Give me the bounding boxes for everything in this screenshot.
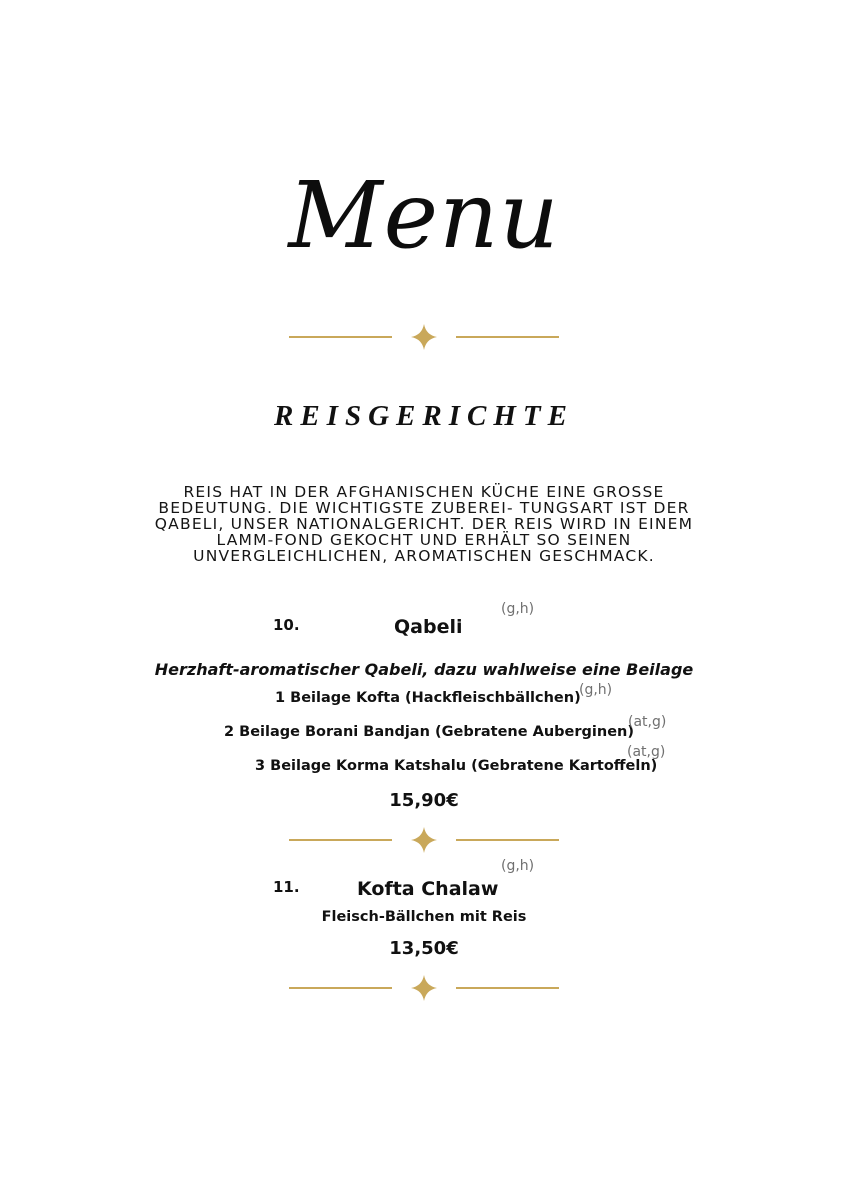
option-label: 1 Beilage Kofta (Hackfleischbällchen) bbox=[275, 690, 581, 706]
four-point-star-icon bbox=[411, 827, 437, 853]
item-name: Kofta Chalaw bbox=[357, 878, 499, 900]
section-title: REISGERICHTE bbox=[274, 400, 574, 432]
item-description: Herzhaft-aromatischer Qabeli, dazu wahlweise eine Beilage bbox=[154, 660, 694, 679]
intro-line: BEDEUTUNG. DIE WICHTIGSTE ZUBEREI- TUNGSART IST DER bbox=[158, 499, 690, 517]
option-allergens: (at,g) bbox=[628, 714, 667, 730]
option-label: 3 Beilage Korma Katshalu (Gebratene Kartoffeln) bbox=[255, 758, 658, 774]
option-allergens: (at,g) bbox=[627, 744, 666, 760]
item-name: Qabeli bbox=[394, 616, 463, 638]
four-point-star-icon bbox=[411, 975, 437, 1001]
ornament-divider bbox=[0, 973, 848, 1003]
intro-line: LAMM-FOND GEKOCHT UND ERHÄLT SO SEINEN bbox=[216, 531, 632, 549]
section-intro bbox=[0, 484, 848, 564]
page-title: Menu bbox=[288, 162, 560, 269]
intro-line: UNVERGLEICHLICHEN, AROMATISCHEN GESCHMACK. bbox=[193, 547, 655, 565]
option-label: 2 Beilage Borani Bandjan (Gebratene Auberginen) bbox=[224, 724, 634, 740]
ornament-divider bbox=[0, 825, 848, 855]
item-number: 11. bbox=[273, 878, 300, 896]
item-price: 15,90€ bbox=[389, 790, 459, 811]
intro-line: QABELI, UNSER NATIONALGERICHT. DER REIS WIRD IN EINEM bbox=[154, 515, 694, 533]
item-allergens: (g,h) bbox=[501, 858, 535, 874]
item-price: 13,50€ bbox=[389, 938, 459, 959]
option-allergens: (g,h) bbox=[579, 682, 613, 698]
item-description: Fleisch-Bällchen mit Reis bbox=[321, 909, 527, 925]
four-point-star-icon bbox=[411, 324, 437, 350]
intro-line: REIS HAT IN DER AFGHANISCHEN KÜCHE EINE GROSSE bbox=[183, 483, 665, 501]
item-number: 10. bbox=[273, 616, 300, 634]
ornament-divider bbox=[0, 322, 848, 352]
item-allergens: (g,h) bbox=[501, 601, 535, 617]
